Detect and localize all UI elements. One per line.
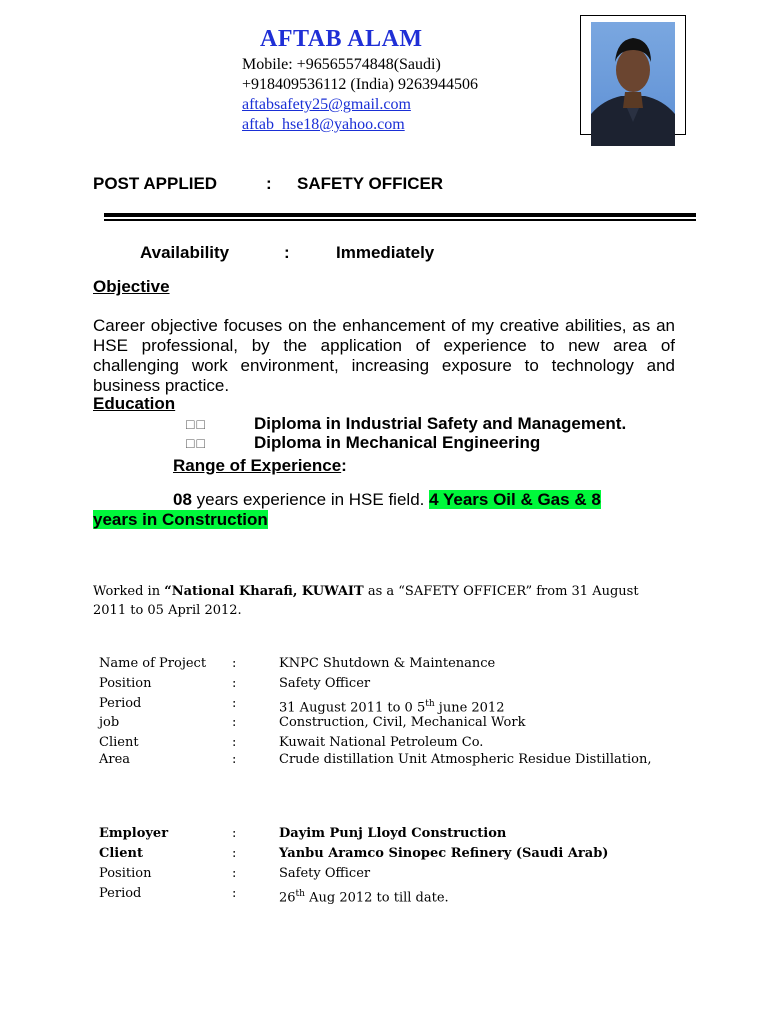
p2-label-period: Period bbox=[99, 886, 142, 901]
p2-value-period bbox=[279, 885, 449, 907]
worked-line-2: 2011 to 05 April 2012. bbox=[93, 603, 242, 618]
bullet-icon: □□ bbox=[186, 416, 207, 432]
p1-sep: : bbox=[232, 752, 237, 767]
experience-heading: Range of Experience bbox=[173, 456, 342, 475]
p2-label-client: Client bbox=[99, 846, 143, 861]
experience-line-2 bbox=[93, 510, 268, 530]
p1-sep: : bbox=[232, 656, 237, 671]
mobile-line: Mobile: +96565574848(Saudi) bbox=[242, 56, 441, 73]
objective-text: Career objective focuses on the enhancement of my creative abilities, as an HSE professional, by the application of experience to new area of challenging work environment, increasing exposure to technology and business practice. bbox=[93, 316, 675, 395]
post-applied-colon: : bbox=[266, 174, 272, 193]
worked-prefix: Worked in bbox=[93, 584, 165, 599]
availability-colon: : bbox=[284, 243, 290, 262]
experience-highlight-2: years in Construction bbox=[93, 510, 268, 529]
p2-value-position: Safety Officer bbox=[279, 866, 371, 881]
p2-sep: : bbox=[232, 846, 237, 861]
education-item-1: Diploma in Industrial Safety and Management. bbox=[254, 414, 627, 433]
worked-role: “SAFETY OFFICER” bbox=[398, 584, 533, 599]
experience-highlight-1: 4 Years Oil & Gas & 8 bbox=[429, 490, 601, 509]
p1-value-project: KNPC Shutdown & Maintenance bbox=[279, 656, 496, 671]
experience-line bbox=[173, 490, 601, 510]
education-heading: Education bbox=[93, 394, 176, 413]
p1-value-area: Crude distillation Unit Atmospheric Residue Distillation, bbox=[279, 752, 652, 767]
p2-label-employer: Employer bbox=[99, 826, 169, 841]
worked-suffix: from 31 August bbox=[532, 584, 639, 599]
phone-line: +918409536112 (India) 9263944506 bbox=[242, 76, 478, 93]
p1-label-area: Area bbox=[99, 752, 131, 767]
worked-mid: as a bbox=[363, 584, 399, 599]
p1-sep: : bbox=[232, 676, 237, 691]
email-link-gmail[interactable]: aftabsafety25@gmail.com bbox=[242, 96, 411, 113]
p1-label-project: Name of Project bbox=[99, 656, 207, 671]
objective-heading: Objective bbox=[93, 277, 170, 296]
p2-period-end: Aug 2012 to till date. bbox=[304, 890, 449, 906]
p1-period-start: 31 August 2011 to 0 5 bbox=[279, 700, 426, 716]
p2-sep: : bbox=[232, 866, 237, 881]
p2-sep: : bbox=[232, 826, 237, 841]
profile-photo-frame bbox=[580, 15, 686, 135]
experience-heading-colon: : bbox=[341, 456, 347, 475]
divider-thick bbox=[104, 213, 696, 217]
candidate-name: AFTAB ALAM bbox=[260, 26, 423, 52]
availability-value: Immediately bbox=[336, 243, 435, 262]
experience-years: 08 bbox=[173, 490, 192, 509]
p1-label-position: Position bbox=[99, 676, 152, 691]
experience-heading-line bbox=[173, 456, 347, 476]
p1-period-sup: th bbox=[425, 699, 435, 709]
email-link-yahoo[interactable]: aftab_hse18@yahoo.com bbox=[242, 116, 405, 133]
p1-period-end: june 2012 bbox=[434, 700, 505, 716]
experience-text: years experience in HSE field. bbox=[191, 490, 430, 509]
availability-label: Availability bbox=[140, 243, 230, 262]
divider-thin bbox=[104, 219, 696, 221]
p2-sep: : bbox=[232, 886, 237, 901]
p2-value-employer: Dayim Punj Lloyd Construction bbox=[279, 826, 507, 841]
p2-label-position: Position bbox=[99, 866, 152, 881]
worked-line-1 bbox=[93, 582, 677, 601]
p1-label-job: job bbox=[99, 715, 120, 730]
post-applied-label: POST APPLIED bbox=[93, 174, 218, 193]
p1-value-job: Construction, Civil, Mechanical Work bbox=[279, 715, 526, 730]
profile-photo bbox=[591, 22, 675, 146]
worked-company: “National Kharafi, KUWAIT bbox=[164, 584, 364, 599]
p2-value-client: Yanbu Aramco Sinopec Refinery (Saudi Arab) bbox=[279, 846, 609, 861]
p1-value-position: Safety Officer bbox=[279, 676, 371, 691]
p1-sep: : bbox=[232, 735, 237, 750]
p2-period-start: 26 bbox=[279, 890, 296, 906]
p1-value-client: Kuwait National Petroleum Co. bbox=[279, 735, 484, 750]
p1-sep: : bbox=[232, 696, 237, 711]
education-item-2: Diploma in Mechanical Engineering bbox=[254, 433, 541, 452]
p1-label-period: Period bbox=[99, 696, 142, 711]
p1-label-client: Client bbox=[99, 735, 139, 750]
post-applied-value: SAFETY OFFICER bbox=[297, 174, 444, 193]
p2-period-sup: th bbox=[295, 889, 305, 899]
bullet-icon: □□ bbox=[186, 435, 207, 451]
p1-sep: : bbox=[232, 715, 237, 730]
